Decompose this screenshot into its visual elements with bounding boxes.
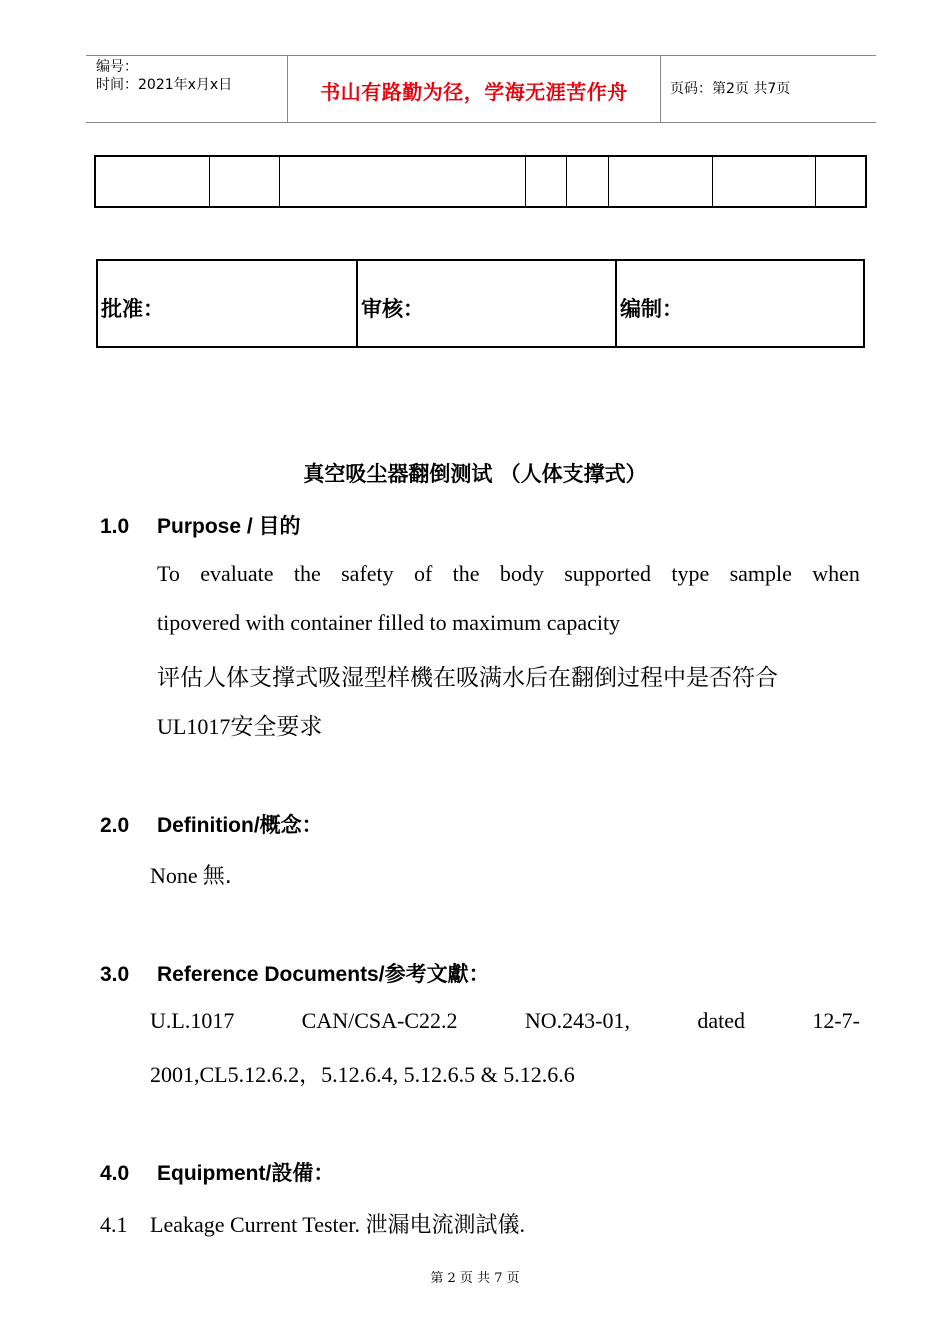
word: evaluate: [200, 561, 274, 586]
purpose-chinese-line-2: [157, 708, 322, 741]
word: type: [671, 561, 710, 586]
section-number: 3.0: [100, 963, 130, 986]
word: To: [157, 561, 180, 586]
reference-line-2: 2001,CL5.12.6.2，5.12.6.4, 5.12.6.5 & 5.12.6.6: [150, 1062, 575, 1087]
word: NO.243-01,: [524, 1008, 630, 1033]
table-column-divider: [279, 157, 280, 206]
word: CAN/CSA-C22.2: [301, 1008, 458, 1033]
compile-label: 编制：: [620, 297, 683, 321]
word: dated: [697, 1008, 745, 1033]
word: when: [812, 561, 860, 586]
purpose-chinese-line-1: 评估人体支撑式吸湿型样機在吸满水后在翻倒过程中是否符合: [157, 665, 778, 691]
section-heading-reference: [100, 958, 490, 988]
purpose-chinese-text: 安全要求: [230, 714, 323, 740]
reference-line-1: [150, 1008, 860, 1034]
table-column-divider: [209, 157, 210, 206]
purpose-line-2: tipovered with container filled to maximum capacity: [157, 610, 621, 635]
header-bottom-rule: [86, 122, 876, 123]
standard-code: UL1017: [157, 714, 231, 739]
document-date: 时间：2021年x月x日: [96, 77, 233, 93]
section-number: 4.0: [100, 1162, 130, 1185]
equipment-item: [100, 1208, 525, 1239]
word: the: [452, 561, 480, 586]
section-title: Definition/概念：: [157, 814, 323, 837]
word: supported: [564, 561, 652, 586]
approval-divider: [356, 261, 358, 346]
section-title: Reference Documents/参考文獻：: [157, 963, 490, 986]
section-heading-equipment: [100, 1157, 334, 1187]
document-number-label: 编号：: [96, 59, 138, 75]
section-title: Purpose / 目的: [157, 515, 301, 538]
page-info: 页码：第2页 共7页: [670, 81, 791, 97]
purpose-line-1: [157, 561, 860, 587]
approval-divider: [615, 261, 617, 346]
word: safety: [341, 561, 394, 586]
page-footer: 第 2 页 共 7 页: [430, 1271, 520, 1286]
word: sample: [729, 561, 792, 586]
approve-label: 批准：: [101, 297, 164, 321]
definition-body: [150, 859, 232, 890]
header-motto: 书山有路勤为径，学海无涯苦作舟: [320, 80, 628, 104]
header-top-rule: [86, 55, 876, 56]
section-heading-definition: [100, 809, 323, 839]
section-number: 1.0: [100, 515, 130, 538]
section-heading-purpose: [100, 510, 301, 540]
approval-table: [96, 259, 865, 348]
item-number: 4.1: [100, 1212, 128, 1237]
blank-table: [94, 155, 867, 208]
word: U.L.1017: [150, 1008, 235, 1033]
table-column-divider: [525, 157, 526, 206]
document-title: 真空吸尘器翻倒测试 （人体支撑式）: [303, 462, 647, 486]
definition-text: None: [150, 863, 198, 888]
section-title: Equipment/設備：: [157, 1162, 335, 1185]
table-column-divider: [712, 157, 713, 206]
word: of: [414, 561, 433, 586]
review-label: 审核：: [361, 297, 424, 321]
header-divider: [660, 55, 661, 123]
table-column-divider: [815, 157, 816, 206]
table-column-divider: [566, 157, 567, 206]
section-number: 2.0: [100, 814, 130, 837]
word: body: [499, 561, 544, 586]
word: the: [293, 561, 321, 586]
item-text: Leakage Current Tester. 泄漏电流測試儀.: [150, 1212, 526, 1237]
definition-text-cn: 無.: [202, 864, 232, 889]
table-column-divider: [608, 157, 609, 206]
word: 12-7-: [812, 1008, 860, 1033]
